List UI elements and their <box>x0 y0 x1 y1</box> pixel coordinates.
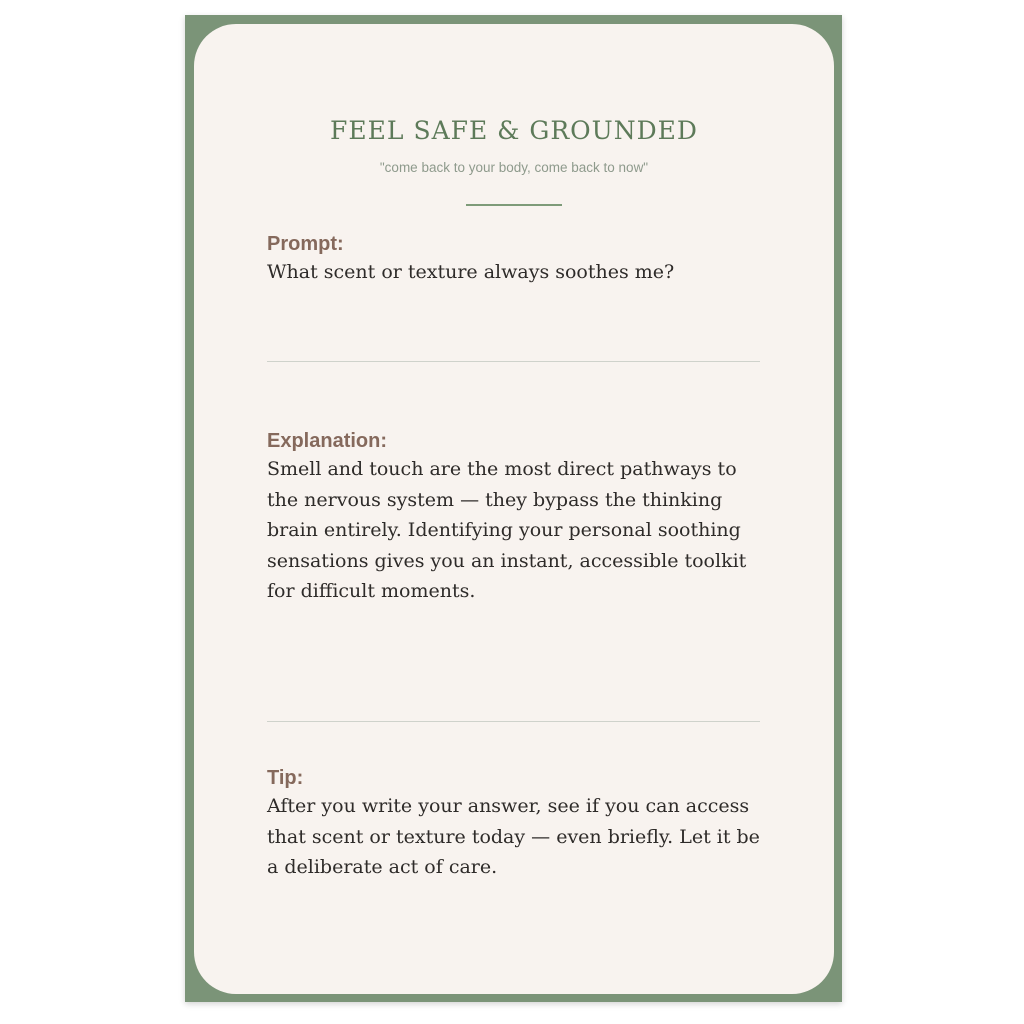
section-divider <box>267 361 760 362</box>
tip-text: After you write your answer, see if you can access that scent or texture today — even briefly. Let it be a deliberate act of care. <box>267 795 760 879</box>
section-divider <box>267 721 760 722</box>
tip-label: Tip: <box>267 767 304 789</box>
card-title: FEEL SAFE & GROUNDED <box>330 116 698 145</box>
prompt-card <box>194 24 834 994</box>
explanation-text: Smell and touch are the most direct pathways to the nervous system — they bypass the thinking brain entirely. Identifying your personal soothing sensations gives you an instant, accessible toolkit for difficult moments. <box>267 458 747 603</box>
title-divider <box>466 204 562 206</box>
prompt-label: Prompt: <box>267 233 344 255</box>
prompt-text: What scent or texture always soothes me? <box>267 261 675 283</box>
card-subtitle: "come back to your body, come back to now" <box>379 160 649 175</box>
explanation-label: Explanation: <box>267 430 388 452</box>
